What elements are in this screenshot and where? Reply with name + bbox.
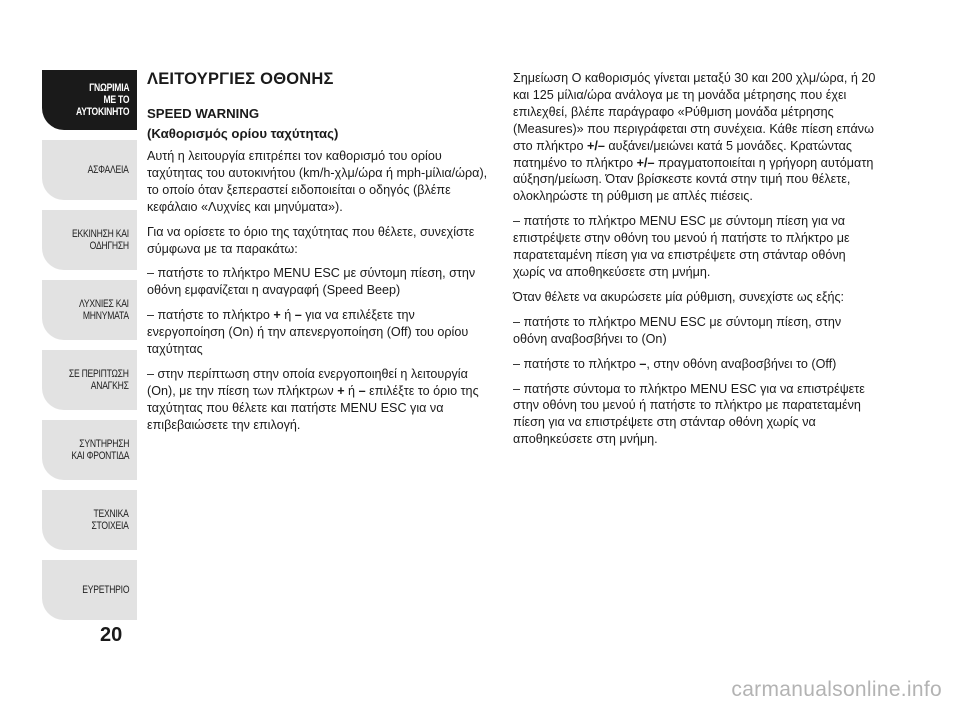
- subtitle-speed-warning: SPEED WARNING: [147, 106, 260, 121]
- page-number: 20: [100, 624, 123, 646]
- subtitle-speed-limit: (Καθορισμός ορίου ταχύτητας): [147, 126, 339, 141]
- tab-label: ΣΥΝΤΗΡΗΣΗ ΚΑΙ ΦΡΟΝΤΙΔΑ: [71, 438, 129, 462]
- tab-maintenance[interactable]: [42, 420, 137, 480]
- right-column: [513, 70, 878, 456]
- tab-label: ΕΥΡΕΤΗΡΙΟ: [81, 584, 129, 596]
- paragraph: – πατήστε σύντομα το πλήκτρο MENU ESC για να επιστρέψετε στην οθόνη του μενού ή πατήστε το πλήκτρο με παρατεταμένη πίεση για να επιστρέψετε στη στάνταρ οθόνη χωρίς να αποθηκεύσετε στη μνήμη.: [513, 381, 865, 447]
- tab-index[interactable]: [42, 560, 137, 620]
- paragraph: Αυτή η λειτουργία επιτρέπει τον καθορισμό του ορίου ταχύτητας του αυτοκινήτου (km/h-χλμ/ώρα ή mph-μίλια/ώρα), το οποίο όταν ξεπεραστεί ειδοποιείται ο οδηγός (βλέπε κεφάλαιο «Λυχνίες και μηνύματα»).: [147, 149, 488, 214]
- paragraph: Όταν θέλετε να ακυρώσετε μία ρύθμιση, συνεχίστε ως εξής:: [513, 289, 845, 304]
- paragraph: – πατήστε το πλήκτρο MENU ESC με σύντομη πίεση για να επιστρέψετε στην οθόνη του μενού ή πατήστε το πλήκτρο με παρατεταμένη πίεση για να επιστρέψετε στη στάνταρ οθόνη χωρίς να αποθηκεύσετε στη μνήμη.: [513, 214, 850, 279]
- minus-key: –: [294, 308, 302, 323]
- tab-warning-lights[interactable]: [42, 280, 137, 340]
- tab-label: ΛΥΧΝΙΕΣ ΚΑΙ ΜΗΝΥΜΑΤΑ: [79, 298, 129, 322]
- plus-minus-key: +/–: [587, 138, 605, 153]
- paragraph: – στην περίπτωση στην οποία ενεργοποιηθεί η λειτουργία (On), με την πίεση των πλήκτρων + ή – επιλέξτε το όριο της ταχύτητας που θέλετε και πατήστε MENU ESC για να επιβεβαιώσετε την επιλογή.: [147, 366, 479, 432]
- tab-label: ΓΝΩΡΙΜΙΑ ΜΕ ΤΟ ΑΥΤΟΚΙΝΗΤΟ: [75, 82, 129, 118]
- watermark: carmanualsonline.info: [731, 678, 942, 701]
- tab-safety[interactable]: [42, 140, 137, 200]
- left-column: [147, 70, 492, 442]
- tab-label: ΣΕ ΠΕΡΙΠΤΩΣΗ ΑΝΑΓΚΗΣ: [69, 368, 129, 392]
- tab-label: ΑΣΦΑΛΕΙΑ: [87, 164, 129, 176]
- tab-technical-data[interactable]: [42, 490, 137, 550]
- paragraph: Για να ορίσετε το όριο της ταχύτητας που θέλετε, συνεχίστε σύμφωνα με τα παρακάτω:: [147, 224, 475, 256]
- tab-getting-to-know[interactable]: [42, 70, 137, 130]
- tab-emergency[interactable]: [42, 350, 137, 410]
- section-title: ΛΕΙΤΟΥΡΓΙΕΣ ΟΘΟΝΗΣ: [147, 70, 334, 88]
- plus-key: +: [337, 383, 345, 398]
- minus-key: –: [358, 383, 366, 398]
- tab-label: ΤΕΧΝΙΚΑ ΣΤΟΙΧΕΙΑ: [91, 508, 129, 532]
- paragraph: – πατήστε το πλήκτρο MENU ESC με σύντομη πίεση, στην οθόνη εμφανίζεται η αναγραφή (Speed Beep): [147, 266, 476, 298]
- plus-key: +: [273, 308, 281, 323]
- note-paragraph: Σημείωση Ο καθορισμός γίνεται μεταξύ 30 και 200 χλμ/ώρα, ή 20 και 125 μίλια/ώρα ανάλογα με τη μονάδα μέτρησης που έχει επιλεχθεί, βλέπε παράγραφο «Ρύθμιση μονάδα μέτρησης (Measures)» που περιγράφεται στη συνέχεια. Κάθε πίεση επάνω στο πλήκτρο +/– αυξάνει/μειώνει κατά 5 μονάδες. Κρατώντας πατημένο το πλήκτρο +/– πραγματοποιείται η γρήγορη αυτόματη αύξηση/μείωση. Όταν βρίσκεστε κοντά στην τιμή που θέλετε, ολοκληρώστε τη ρύθμιση με απλές πιέσεις.: [513, 71, 876, 204]
- paragraph: – πατήστε το πλήκτρο MENU ESC με σύντομη πίεση, στην οθόνη αναβοσβήνει το (On): [513, 314, 842, 346]
- paragraph: – πατήστε το πλήκτρο + ή – για να επιλέξετε την ενεργοποίηση (On) ή την απενεργοποίηση (Off) του ορίου ταχύτητας: [147, 308, 469, 357]
- minus-key: –: [639, 356, 647, 371]
- tab-label: ΕΚΚΙΝΗΣΗ ΚΑΙ ΟΔΗΓΗΣΗ: [72, 228, 129, 252]
- plus-minus-key: +/–: [636, 155, 655, 170]
- tab-starting-driving[interactable]: [42, 210, 137, 270]
- paragraph: – πατήστε το πλήκτρο –, στην οθόνη αναβοσβήνει το (Off): [513, 356, 837, 371]
